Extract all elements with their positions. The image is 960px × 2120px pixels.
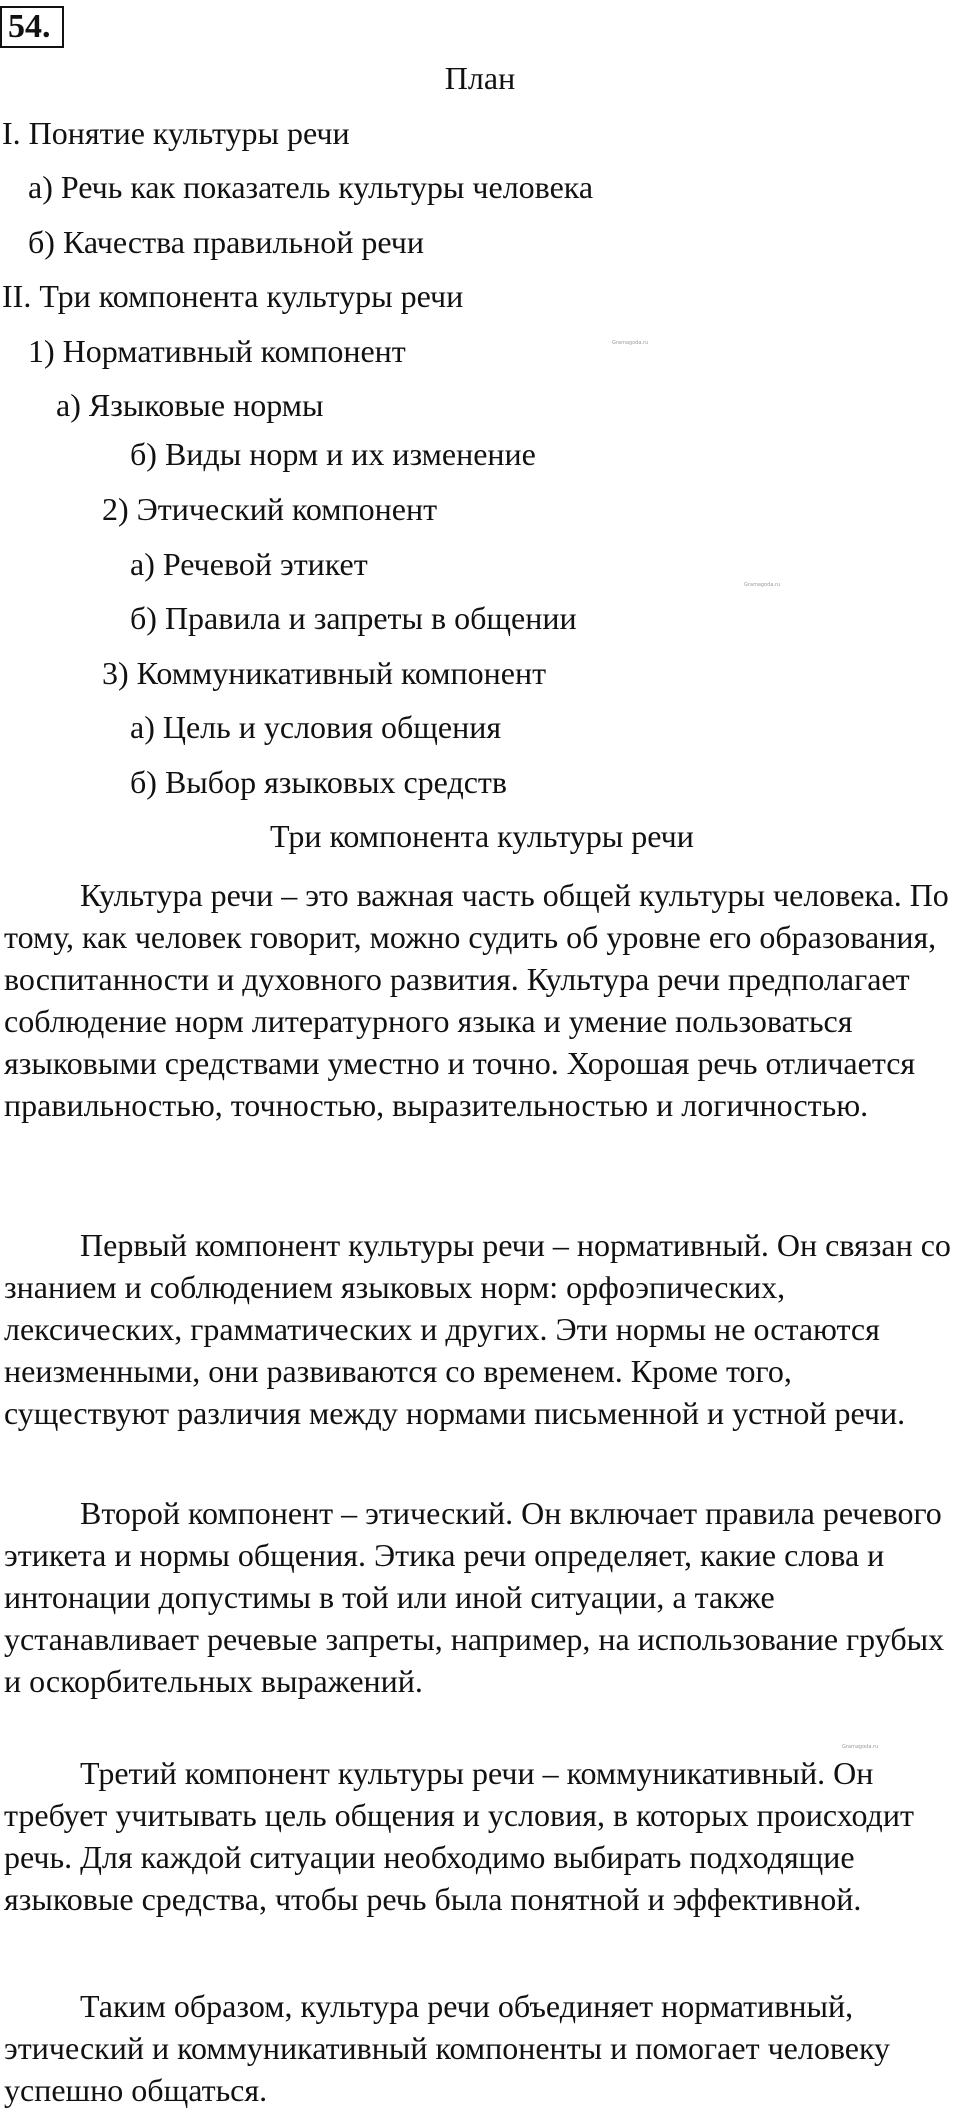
plan-item: б) Качества правильной речи — [28, 224, 424, 260]
essay-paragraph: Таким образом, культура речи объединяет нормативный, этический и коммуникативный компоненты и помогает человеку успешно общаться. — [4, 1988, 891, 2108]
plan-item: 3) Коммуникативный компонент — [102, 655, 547, 691]
plan-item: 2) Этический компонент — [102, 491, 438, 527]
watermark: Gramagoda.ru — [842, 1744, 879, 1750]
plan-item: а) Речь как показатель культуры человека — [28, 169, 594, 205]
watermark: Gramagoda.ru — [612, 340, 649, 346]
plan-item: б) Виды норм и их изменение — [130, 436, 536, 472]
plan-item: б) Правила и запреты в общении — [130, 600, 577, 636]
plan-item: II. Три компонента культуры речи — [2, 278, 464, 314]
plan-item: а) Речевой этикет — [130, 546, 368, 582]
essay-paragraph: Второй компонент – этический. Он включает правила речевого этикета и нормы общения. Этика речи определяет, какие слова и интонации допустимы в той или иной ситуации, а также устанавливает речевые запреты, например, на использование грубых и оскорбительных выражений. — [4, 1495, 945, 1699]
plan-item: б) Выбор языковых средств — [130, 764, 508, 800]
essay-paragraph: Первый компонент культуры речи – нормативный. Он связан со знанием и соблюдением языковых норм: орфоэпических, лексических, грамматических и других. Эти нормы не остаются неизменными, они развиваются со временем. Кроме того, существуют различия между нормами письменной и устной речи. — [4, 1227, 951, 1431]
plan-item: а) Языковые нормы — [56, 387, 324, 423]
plan-item: I. Понятие культуры речи — [2, 115, 350, 151]
plan-title: План — [444, 60, 516, 96]
plan-item: а) Цель и условия общения — [130, 709, 502, 745]
essay-title: Три компонента культуры речи — [270, 818, 694, 854]
plan-item: 1) Нормативный компонент — [28, 333, 406, 369]
essay-paragraph: Третий компонент культуры речи – коммуникативный. Он требует учитывать цель общения и условия, в которых происходит речь. Для каждой ситуации необходимо выбирать подходящие языковые средства, чтобы речь была понятной и эффективной. — [4, 1755, 914, 1917]
exercise-number: 54. — [0, 6, 64, 48]
essay-paragraph: Культура речи – это важная часть общей культуры человека. По тому, как человек говорит, можно судить об уровне его образования, воспитанности и духовного развития. Культура речи предполагает соблюдение норм литературного языка и умение пользоваться языковыми средствами уместно и точно. Хорошая речь отличается правильностью, точностью, выразительностью и логичностью. — [4, 877, 949, 1123]
watermark: Gramagoda.ru — [744, 582, 781, 588]
